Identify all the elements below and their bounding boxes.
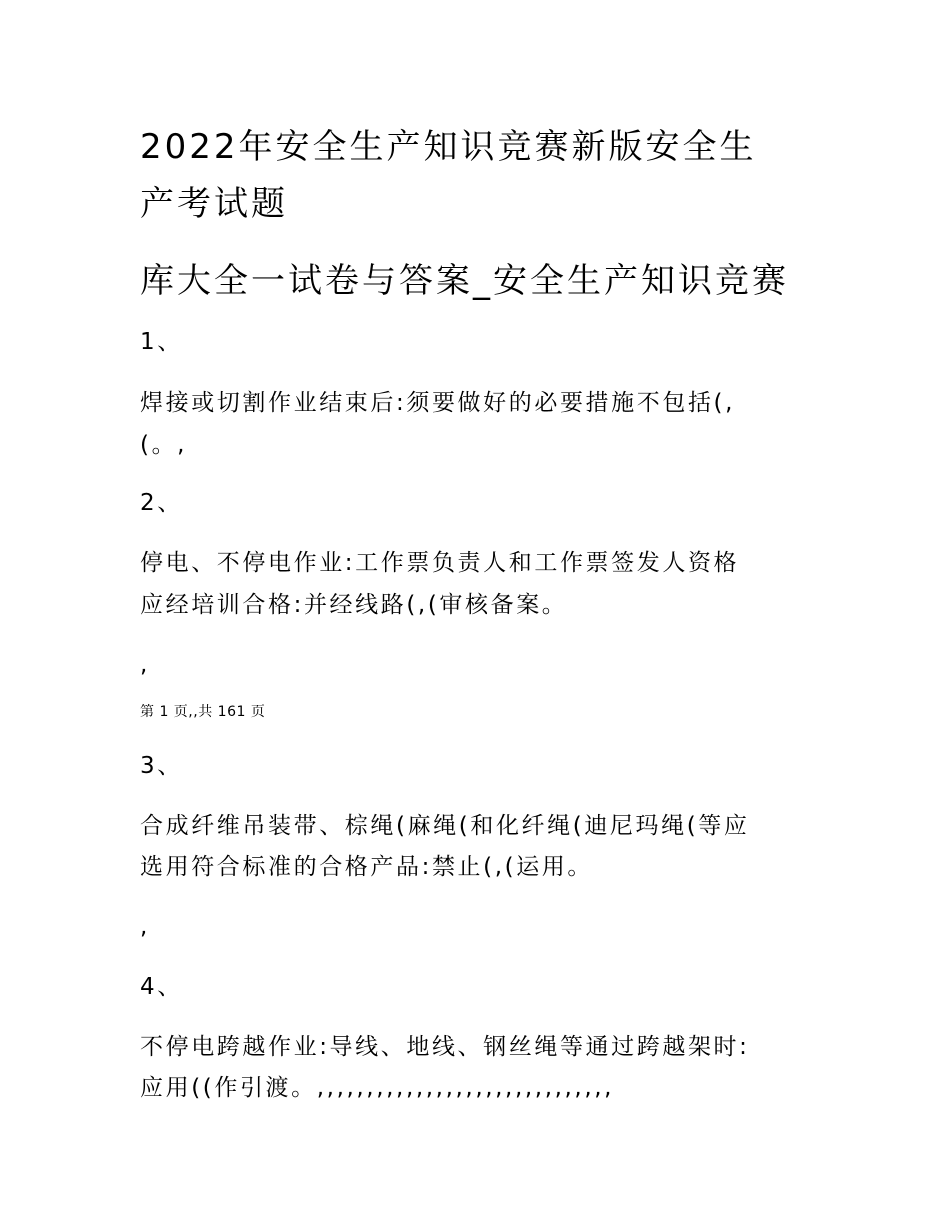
question-text-line: (。, [140,432,188,458]
question-number: 1、 [140,329,183,355]
question-text-line: 焊接或切割作业结束后:须要做好的必要措施不包括(, [140,390,736,416]
question-text-line: 应经培训合格:并经线路(,(审核备案。 [140,592,568,618]
document-title-line-1: 2022年安全生产知识竞赛新版安全生 [140,127,757,167]
question-trailing-punctuation: , [140,652,150,678]
question-text-line: 合成纤维吊装带、棕绳(麻绳(和化纤绳(迪尼玛绳(等应 [140,813,750,839]
question-trailing-punctuation: , [140,914,150,940]
question-text-line: 选用符合标准的合格产品:禁止(,(运用。 [140,854,594,880]
question-number: 2、 [140,490,183,516]
document-subtitle: 库大全一试卷与答案_安全生产知识竞赛 [140,261,789,301]
question-text-line: 停电、不停电作业:工作票负责人和工作票签发人资格 [140,550,740,576]
document-title-line-2: 产考试题 [140,184,288,224]
question-number: 3、 [140,753,183,779]
question-text-line: 应用((作引渡。,,,,,,,,,,,,,,,,,,,,,,,,,,,,,, [140,1075,615,1101]
page-footer: 第 1 页,,共 161 页 [140,704,266,720]
question-number: 4、 [140,974,183,1000]
question-text-line: 不停电跨越作业:导线、地线、钢丝绳等通过跨越架时: [140,1034,750,1060]
